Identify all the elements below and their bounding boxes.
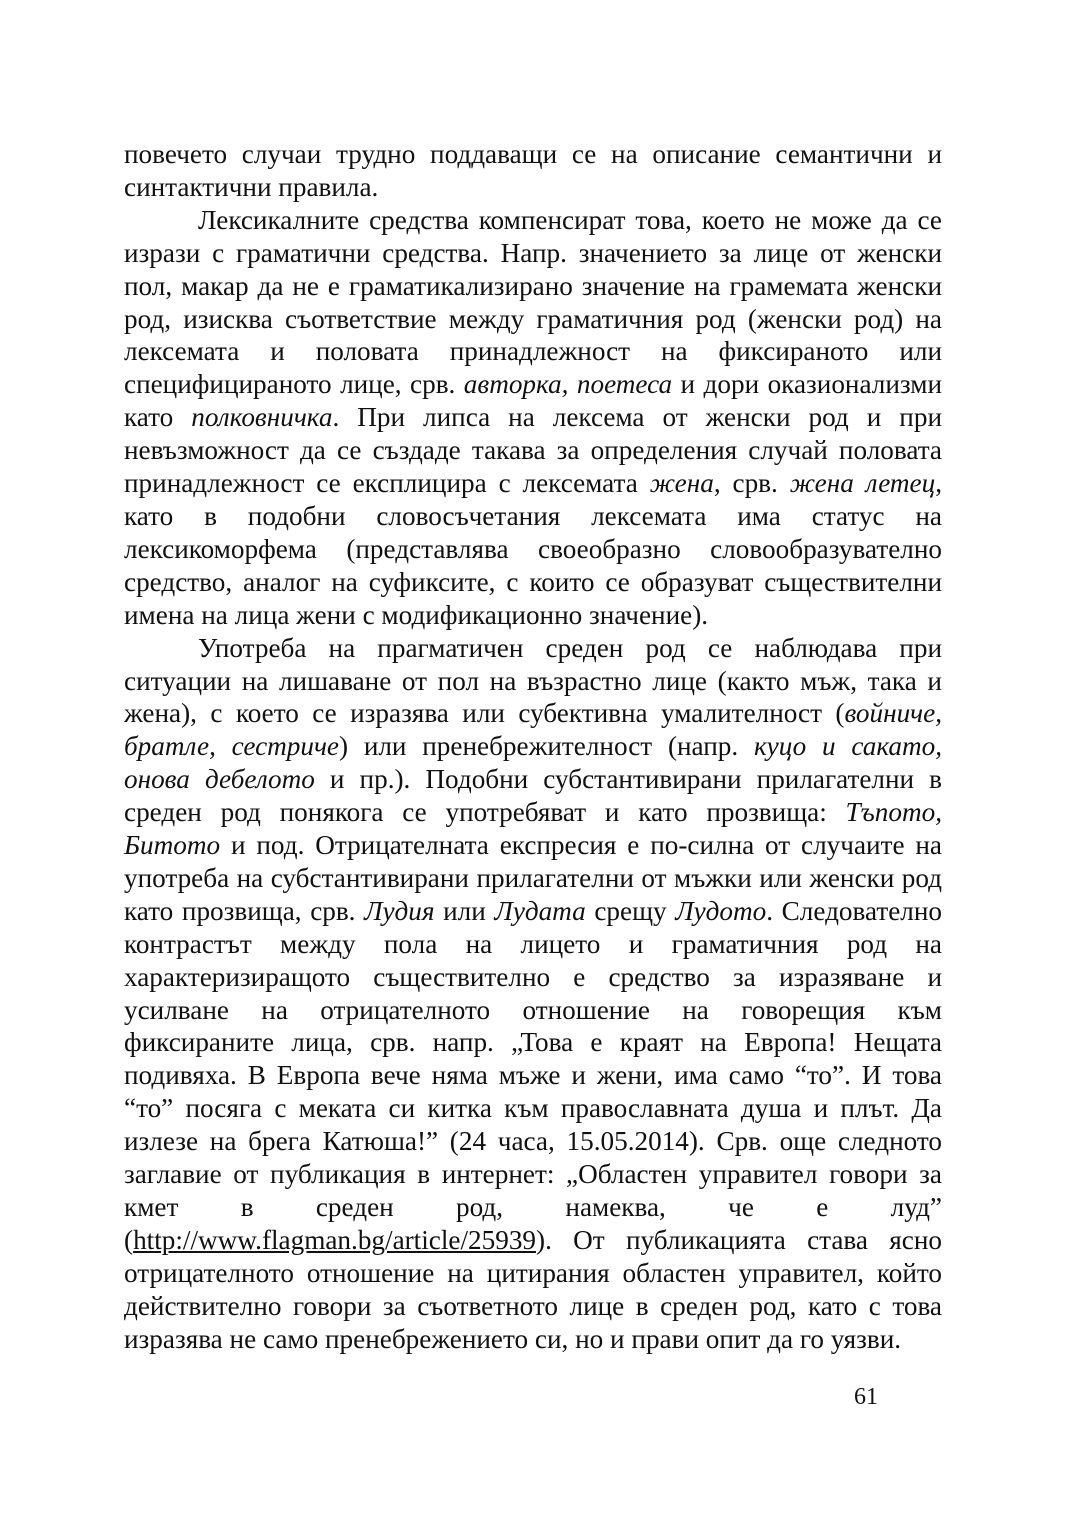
- italic-example: жена: [649, 468, 714, 499]
- italic-example: Лудия: [364, 895, 435, 926]
- text-run: и пр.). Подобни субстантивирани прилагателни в среден род понякога се употребяват и като прозвища:: [124, 764, 943, 828]
- italic-example: авторка, поетеса: [463, 369, 673, 400]
- text-run: . При липса на лексема от женски род и при невъзможност да се създаде такава за определения случай половата принадлежност се експлицира с лексемата: [124, 402, 942, 499]
- text-run: срещу: [585, 895, 676, 926]
- text-run: Лексикалните средства компенсират това, което не може да се изрази с граматични средства. Напр. значението за лице от женски пол, макар да не е граматикализирано значение на грамемата женски род, изисква съответствие между граматичния род (женски род) на лексемата и половата принадлежност на фиксираното или специфицираното лице, срв.: [124, 204, 942, 400]
- text-run: , като в подобни словосъчетания лексемата има статус на лексикоморфема (представлява своеобразно словообразувателно средство, аналог на суфиксите, с които се образуват съществителни имена на лица жени с модификационно значение).: [124, 468, 943, 630]
- text-run: ). От публикацията става ясно отрицателното отношение на цитирания областен управител, който действително говори за съответното лице в среден род, като с това изразява не само пренебрежението си, но и прави опит да го уязви.: [124, 1224, 942, 1354]
- text-run: ) или пренебрежителност (напр.: [339, 731, 754, 762]
- text-run: . Следователно контрастът между пола на лицето и граматичния род на характеризиращото съществително е средство за изразяване и усилване на отрицателното отношение на говорещия към фиксираните лица, срв. напр. „Това е краят на Европа! Нещата подивяха. В Европа вече няма мъже и жени, има само “то”. И това “то” посяга с меката си китка към православната душа и плът. Да излезе на брега Катюша!” (24 часа, 15.05.2014). Срв. още следното заглавие от публикация в интернет: „Областен управител говори за кмет в среден род, намеква, че е луд” (: [124, 895, 942, 1255]
- text-run: и дори оказионализми като: [124, 369, 942, 433]
- text-run: и под. Отрицателната експресия е по-силна от случаите на употреба на субстантивирани прилагателни от мъжки или женски род като прозвища, срв.: [124, 830, 942, 926]
- italic-example: Лудото: [675, 895, 767, 926]
- paragraph-3: [124, 632, 942, 1356]
- italic-example: Тъпото, Битото: [124, 797, 942, 861]
- italic-example: Лудата: [494, 895, 586, 926]
- paragraph-1: [124, 138, 942, 204]
- text-run: Употреба на прагматичен среден род се наблюдава при ситуации на лишаване от пол на възрастно лице (както мъж, така и жена), с което се изразява или субективна умалителност (: [124, 632, 942, 729]
- page-body: [124, 138, 942, 1356]
- italic-example: войниче, братле, сестриче: [124, 698, 942, 762]
- italic-example: куцо и сакато, онова дебелото: [124, 731, 943, 795]
- italic-example: полковничка: [191, 402, 333, 433]
- italic-example: жена летец: [789, 468, 936, 499]
- text-run: , срв.: [713, 468, 790, 499]
- paragraph-1-text: повечето случаи трудно поддаващи се на описание семантични и синтактични правила.: [124, 139, 942, 202]
- article-link[interactable]: http://www.flagman.bg/article/25939: [133, 1224, 537, 1255]
- text-run: или: [434, 895, 495, 926]
- paragraph-2: [124, 204, 942, 632]
- page-number: 61: [854, 1384, 878, 1410]
